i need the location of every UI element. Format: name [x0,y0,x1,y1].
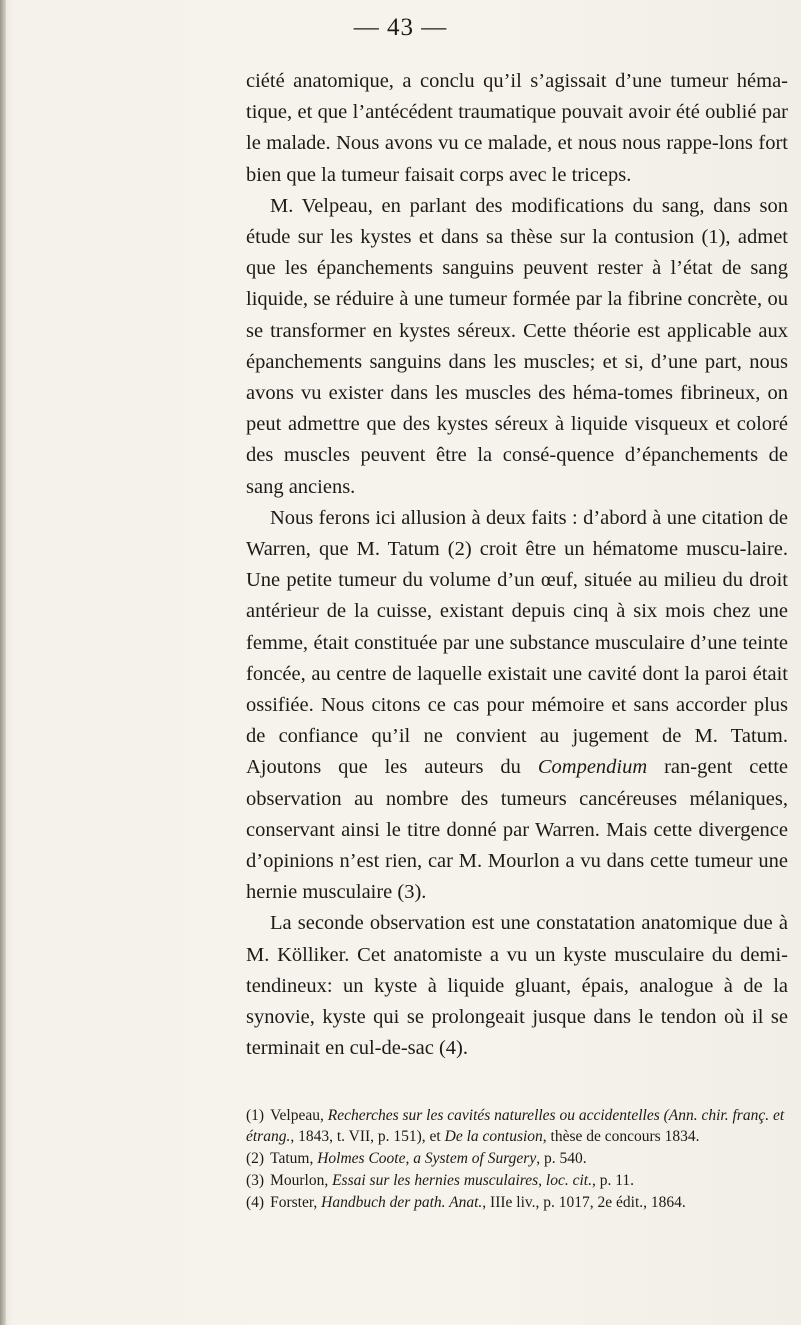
footnote-author: Velpeau, [270,1107,328,1124]
paragraph-3-part-b: ran-gent cette observation au nombre des tumeurs cancéreuses mélaniques, conservant ainsi le titre donné par Warren. Mais cette divergence d’opinions n’est rien, car M. Mourlon a vu dans cette tumeur une hernie musculaire (3). [246,756,788,904]
footnote-rest: , p. 11. [591,1172,635,1189]
footnote-title: Holmes Coote, a System of Surgery [317,1150,537,1167]
paragraph-3-part-a: Nous ferons ici allusion à deux faits : d’abord à une citation de Warren, que M. Tatum (2) croit être un hématome muscu-laire. Une petite tumeur du volume d’un œuf, située au milieu du droit antérieur de la cuisse, existant depuis cinq à six mois chez une femme, était constituée par une substance musculaire d’une teinte foncée, au centre de laquelle existait une cavité dont la paroi était ossifiée. Nous citons ce cas pour mémoire et sans accorder plus de confiance qu’il ne convient au jugement de M. Tatum. Ajoutons que les auteurs du [246,506,788,779]
footnote-number: (4) [246,1194,265,1211]
footnote-number: (2) [246,1150,265,1167]
footnotes [246,1105,788,1214]
footnote-rest-2: , thèse de concours 1834. [542,1128,700,1145]
footnote-4 [246,1192,788,1213]
footnote-title: Essai sur les hernies musculaires, loc. cit. [332,1172,592,1189]
compendium-title: Compendium [537,756,648,779]
paragraph-1: ciété anatomique, a conclu qu’il s’agissait d’une tumeur héma-tique, et que l’antécédent traumatique pouvait avoir été oublié par le malade. Nous avons vu ce malade, et nous nous rappe-lons fort bien que la tumeur faisait corps avec le triceps. [246,70,788,186]
paragraph-3 [246,503,788,909]
footnote-number: (1) [246,1107,265,1124]
page-gutter-shadow [0,0,6,1325]
footnote-author: Mourlon, [270,1172,333,1189]
footnote-1 [246,1105,788,1147]
footnote-2 [246,1148,788,1169]
footnote-3 [246,1170,788,1191]
footnote-author: Tatum, [270,1150,318,1167]
footnote-rest: , 1843, t. VII, p. 151), et [290,1128,445,1145]
footnote-rest: , IIIe liv., p. 1017, 2e édit., 1864. [482,1194,686,1211]
footnote-title-2: De la contusion [444,1128,543,1145]
footnote-number: (3) [246,1172,265,1189]
footnote-title: Handbuch der path. Anat. [321,1194,483,1211]
footnote-author: Forster, [270,1194,322,1211]
page-number-header: — 43 — [353,14,448,41]
footnote-rest: , p. 540. [536,1150,587,1167]
body-text [246,66,788,1065]
paragraph-4: La seconde observation est une constatation anatomique due à M. Kölliker. Cet anatomiste a vu un kyste musculaire du demi-tendineux: un kyste à liquide gluant, épais, analogue à de la synovie, kyste qui se prolongeait jusque dans le tendon où il se terminait en cul-de-sac (4). [246,912,788,1060]
footnote-title: Recherches sur les cavités naturelles ou accidentelles (Ann. chir. franç. et étrang. [246,1107,785,1145]
paragraph-2: M. Velpeau, en parlant des modifications du sang, dans son étude sur les kystes et dans sa thèse sur la contusion (1), admet que les épanchements sanguins peuvent rester à l’état de sang liquide, se réduire à une tumeur formée par la fibrine concrète, ou se transformer en kystes séreux. Cette théorie est applicable aux épanchements sanguins dans les muscles; et si, d’une part, nous avons vu exister dans les muscles des héma-tomes fibrineux, on peut admettre que des kystes séreux à liquide visqueux et coloré des muscles peuvent être la consé-quence d’épanchements de sang anciens. [246,194,788,498]
